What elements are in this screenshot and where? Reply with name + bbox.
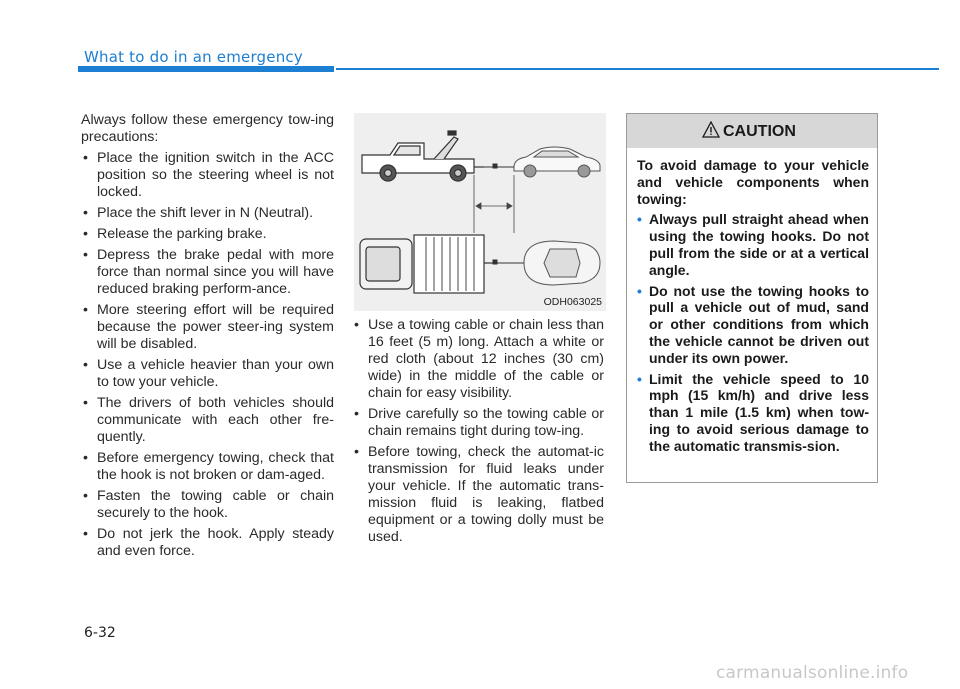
list-item: • Limit the vehicle speed to 10 mph (15 km/h) and drive less than 1 mile (1.5 km) when tow-ing to avoid serious damage to the automatic transmis-sion.	[637, 371, 869, 455]
precautions-list	[81, 150, 334, 560]
column-left	[81, 112, 334, 564]
tow-cable-top	[484, 164, 514, 168]
caution-title: CAUTION	[723, 123, 796, 140]
watermark: carmanualsonline.info	[716, 663, 909, 683]
caution-body	[637, 157, 869, 459]
caution-intro: To avoid damage to your vehicle and vehicle components when towing:	[637, 157, 869, 207]
list-item: • Depress the brake pedal with more force than normal since you will have reduced braking perform-ance.	[81, 247, 334, 298]
list-item: • Place the shift lever in N (Neutral).	[81, 205, 334, 222]
list-item: • Use a vehicle heavier than your own to tow your vehicle.	[81, 357, 334, 391]
tow-truck-top-icon	[360, 235, 494, 293]
warning-triangle-icon	[702, 121, 720, 138]
figure-code: ODH063025	[543, 296, 602, 308]
intro-text: Always follow these emergency tow-ing precautions:	[81, 112, 334, 145]
tow-truck-side-icon	[362, 131, 484, 181]
list-item: • The drivers of both vehicles should communicate with each other fre-quently.	[81, 395, 334, 446]
list-item: • More steering effort will be required because the power steer-ing system will be disabled.	[81, 302, 334, 353]
towing-tips-list	[352, 317, 604, 546]
list-item: • Drive carefully so the towing cable or chain remains tight during tow-ing.	[352, 406, 604, 440]
list-item: • Always pull straight ahead when using the towing hooks. Do not pull from the side or at a vertical angle.	[637, 211, 869, 278]
distance-marker	[474, 175, 514, 233]
towed-car-top-icon	[524, 241, 600, 285]
header-rule-thick	[78, 66, 334, 72]
list-item: • Before towing, check the automat-ic transmission for fluid leaks under your vehicle. If the automatic trans-mission fluid is leaking, flatbed equipment or a towing dolly must be used.	[352, 444, 604, 546]
caution-box	[626, 113, 878, 483]
list-item: • Fasten the towing cable or chain securely to the hook.	[81, 488, 334, 522]
header-rule-thin	[336, 68, 939, 70]
list-item: • Use a towing cable or chain less than 16 feet (5 m) long. Attach a white or red cloth (about 12 inches (30 cm) wide) in the middle of the cable or chain for easy visibility.	[352, 317, 604, 402]
section-title: What to do in an emergency	[84, 48, 303, 66]
tow-cable-bottom	[493, 260, 524, 264]
page-number: 6-32	[84, 625, 116, 641]
column-middle	[352, 317, 604, 550]
caution-list	[637, 211, 869, 454]
towed-car-side-icon	[514, 147, 600, 177]
list-item: • Do not use the towing hooks to pull a vehicle out of mud, sand or other conditions from which the vehicle cannot be driven out under its own power.	[637, 283, 869, 367]
caution-header	[627, 114, 877, 148]
list-item: • Place the ignition switch in the ACC position so the steering wheel is not locked.	[81, 150, 334, 201]
towing-illustration	[354, 113, 606, 311]
list-item: • Do not jerk the hook. Apply steady and even force.	[81, 526, 334, 560]
list-item: • Release the parking brake.	[81, 226, 334, 243]
towing-diagram	[354, 113, 606, 311]
list-item: • Before emergency towing, check that the hook is not broken or dam-aged.	[81, 450, 334, 484]
